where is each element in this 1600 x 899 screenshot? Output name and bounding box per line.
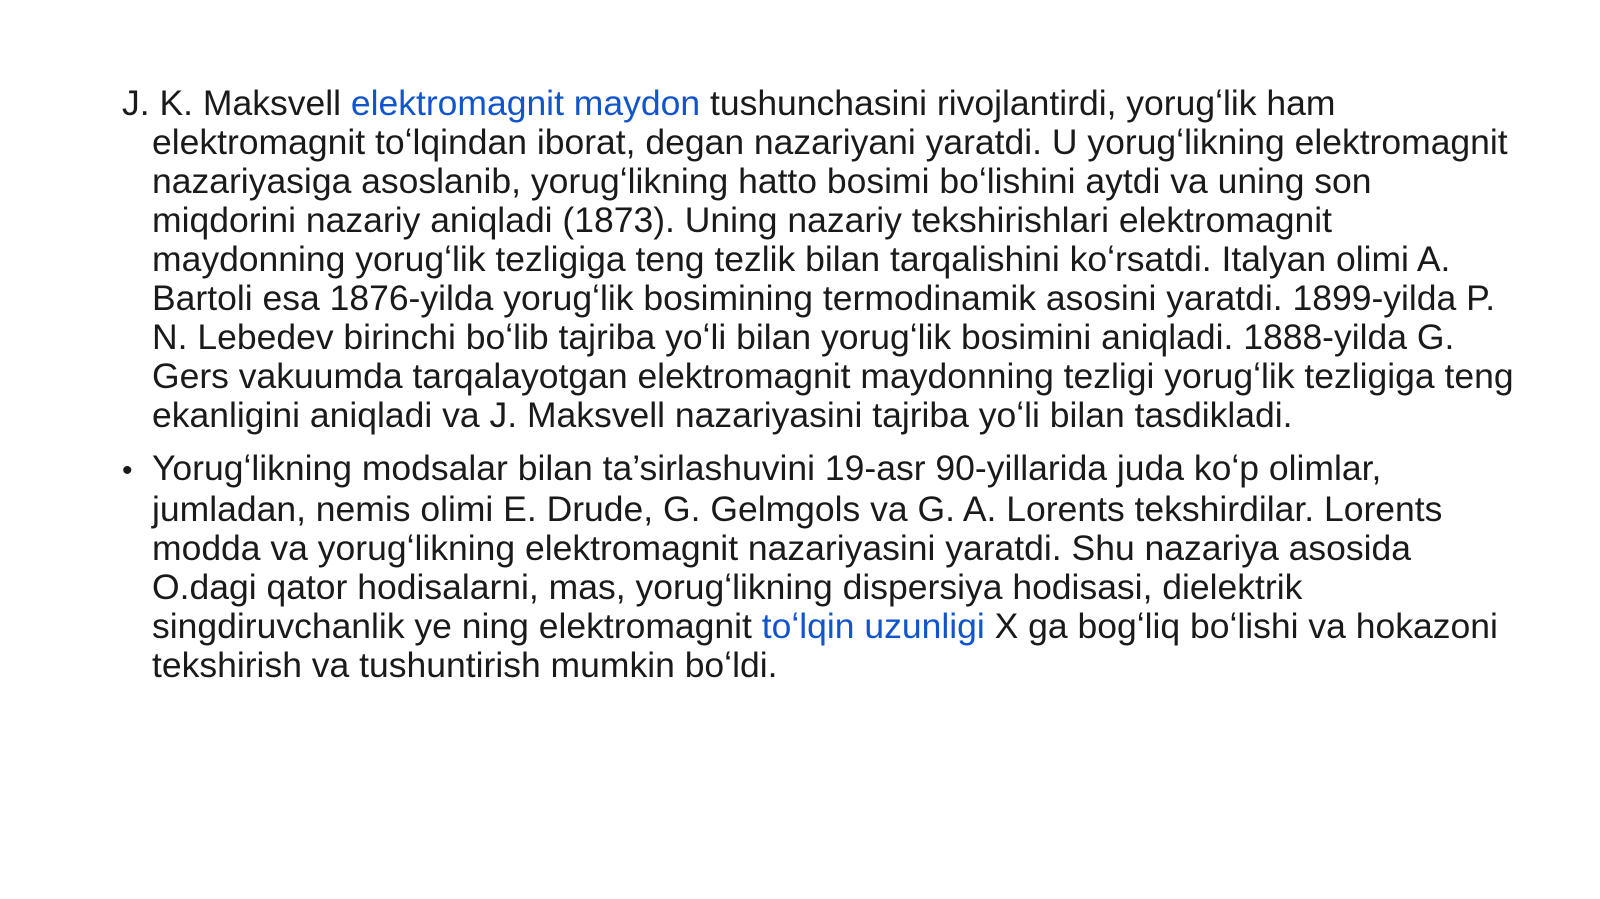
paragraph-text: J. K. Maksvell xyxy=(122,83,351,123)
paragraph-text: X ga bogʻliq boʻlishi va hokazoni tekshirish va tushuntirish mumkin boʻldi. xyxy=(152,606,1498,685)
paragraph-text: tushunchasini rivojlantirdi, yorugʻlik ham elektromagnit toʻlqindan iborat, degan nazariyani yaratdi. U yorugʻlikning elektromagnit nazariyasiga asoslanib, yorugʻlikning hatto bosimi boʻlishini aytdi va uning son miqdorini nazariy aniqladi (1873). Uning nazariy tekshirishlari elektromagnit maydonning yorugʻlik tezligiga teng tezlik bilan tarqalishini koʻrsatdi. Italyan olimi A. Bartoli esa 1876-yilda yorugʻlik bosimining termodinamik asosini yaratdi. 1899-yilda P. N. Lebedev birinchi boʻlib tajriba yoʻli bilan yorugʻlik bosimini aniqladi. 1888-yilda G. Gers vakuumda tarqalayotgan elektromagnit maydonning tezligi yorugʻlik tezligiga teng ekanligini aniqladi va J. Maksvell nazariyasini tajriba yoʻli bilan tasdikladi. xyxy=(152,83,1514,435)
paragraph-maxwell xyxy=(122,84,1522,435)
bullet-dot: • xyxy=(122,454,133,487)
paragraph-text: Yorugʻlikning modsalar bilan ta’sirlashuvini 19-asr 90-yillarida juda koʻp olimlar, jumladan, nemis olimi E. Drude, G. Gelmgols va G. A. Lorents tekshirdilar. Lorents modda va yorugʻlikning elektromagnit nazariyasini yaratdi. Shu nazariya asosida O.dagi qator hodisalarni, mas, yorugʻlikning dispersiya hodisasi, dielektrik singdiruvchanlik ye ning elektromagnit xyxy=(152,448,1443,646)
slide-body xyxy=(122,84,1522,685)
bullet-item-lorents xyxy=(122,449,1522,685)
link-tolqin-uzunligi[interactable]: toʻlqin uzunligi xyxy=(761,606,985,646)
link-elektromagnit-maydon[interactable]: elektromagnit maydon xyxy=(350,83,701,123)
